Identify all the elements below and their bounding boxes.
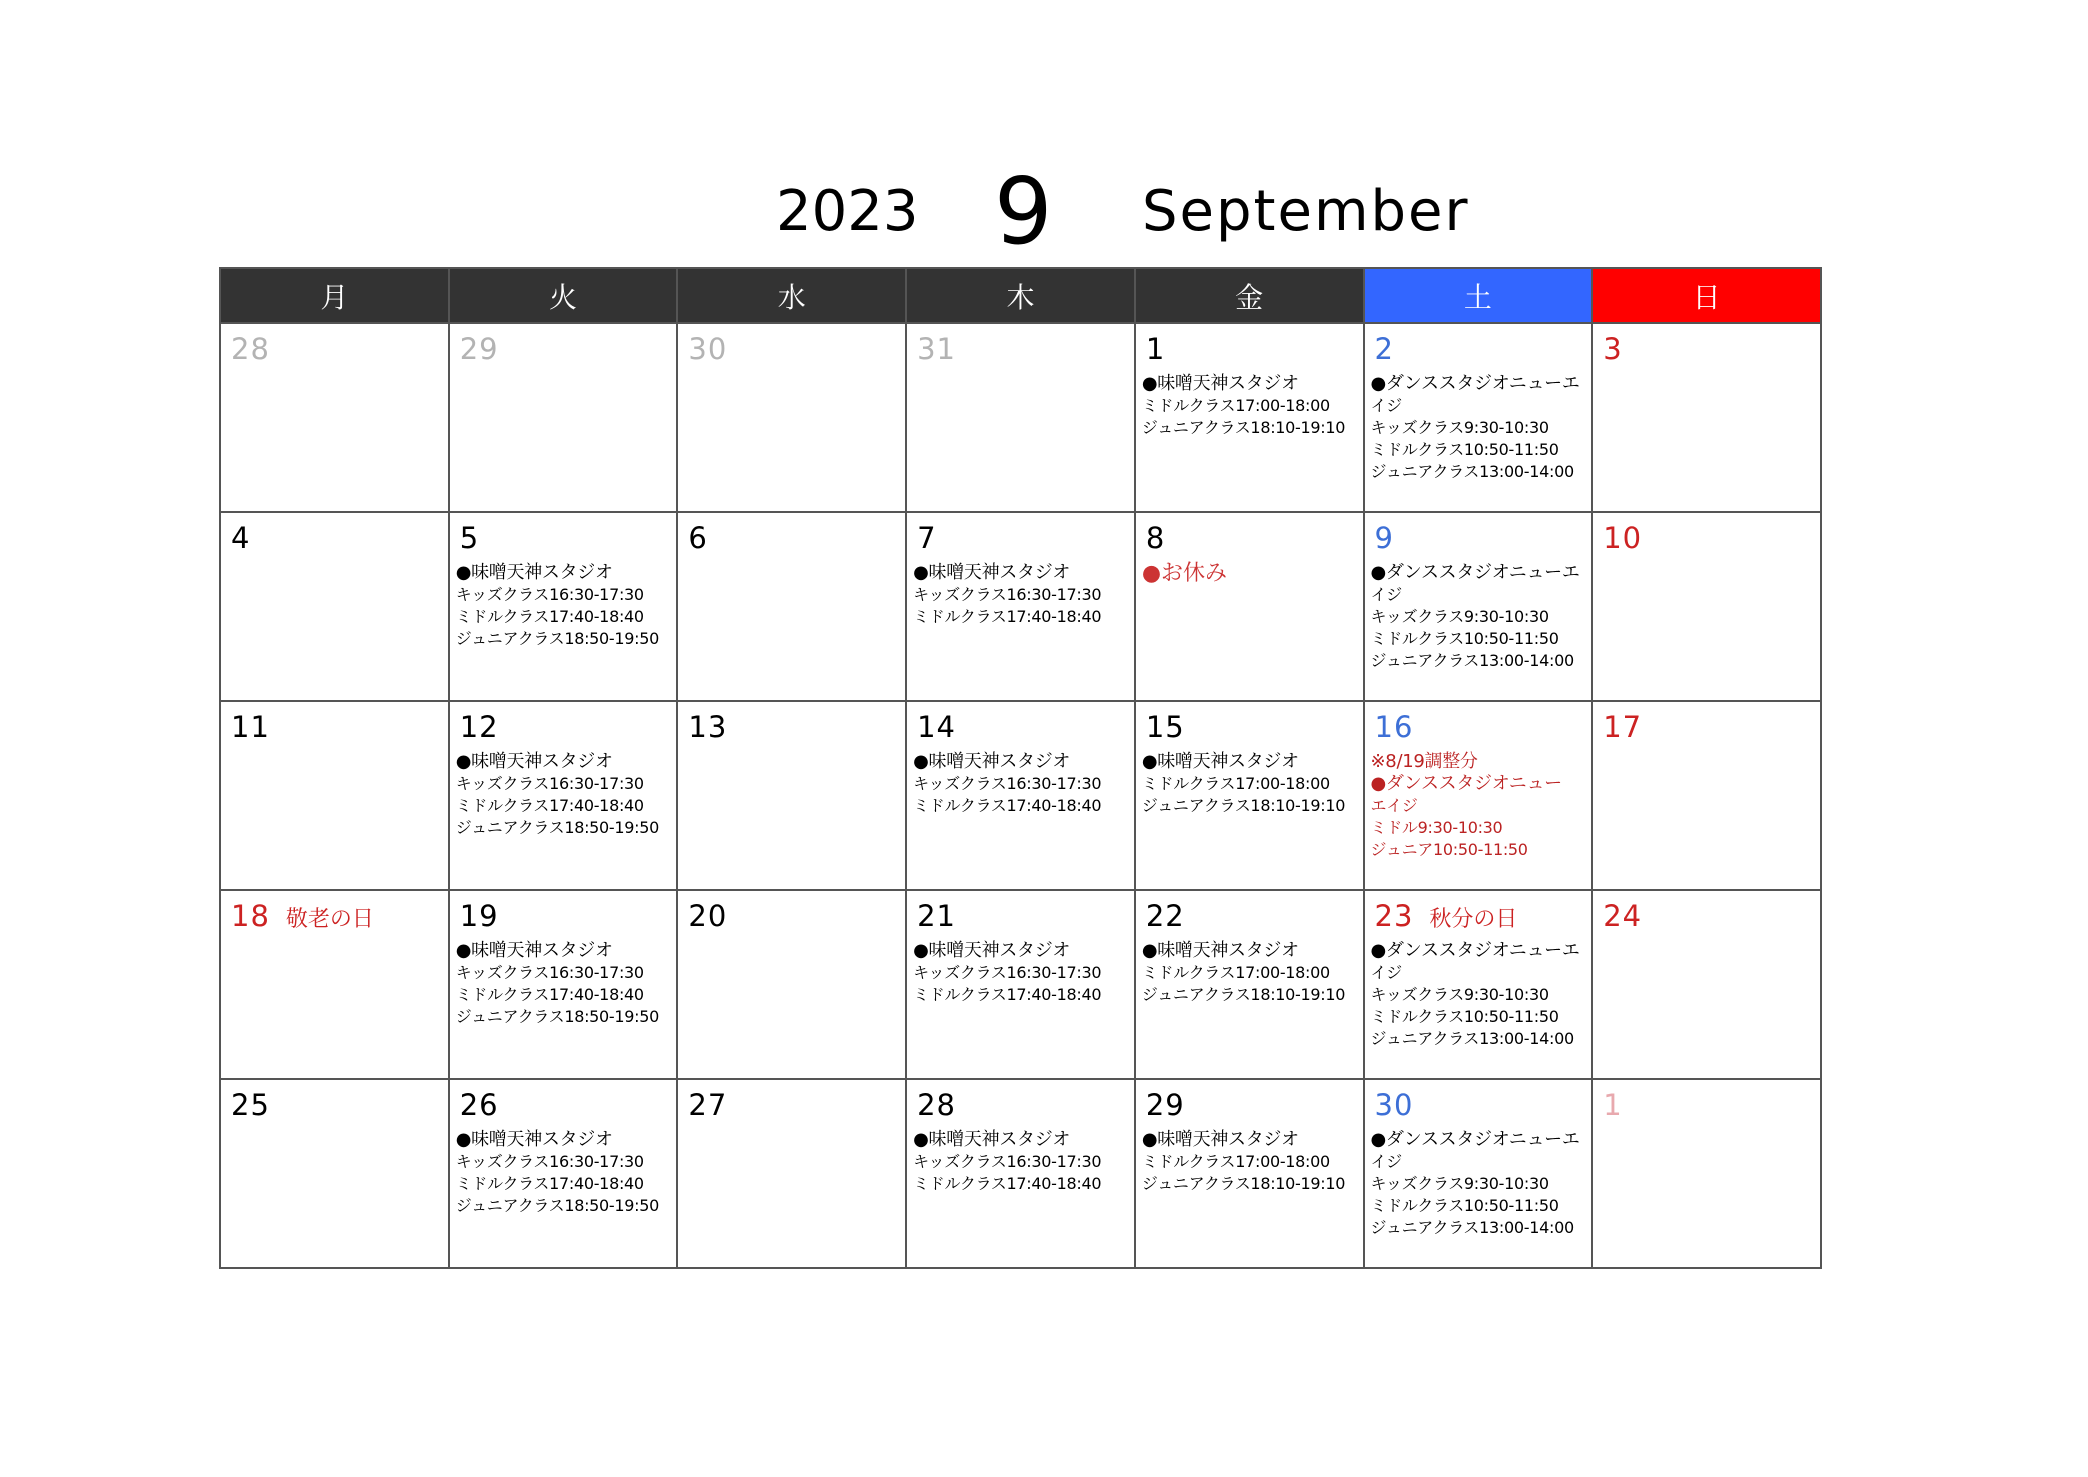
event-line: ミドルクラス17:40-18:40	[913, 796, 1102, 815]
day-header	[678, 702, 905, 748]
day-cell	[1592, 890, 1821, 1079]
weekday-thu: 木	[906, 268, 1135, 323]
event-list	[450, 559, 677, 650]
day-cell	[1364, 323, 1593, 512]
event-list	[1136, 370, 1363, 439]
day-cell	[677, 890, 906, 1079]
day-number: 29	[1145, 1088, 1185, 1122]
day-cell	[906, 701, 1135, 890]
month-number: 9	[994, 158, 1053, 265]
event-list	[450, 748, 677, 839]
day-cell	[677, 512, 906, 701]
day-cell	[1135, 512, 1364, 701]
day-number: 9	[1374, 521, 1394, 555]
day-header	[907, 513, 1134, 559]
event-list	[1365, 748, 1592, 861]
day-number: 24	[1603, 899, 1643, 933]
event-line: ミドルクラス17:00-18:00	[1141, 774, 1330, 793]
day-header	[1136, 702, 1363, 748]
event-line: ジュニアクラス18:10-19:10	[1141, 985, 1346, 1004]
event-line: キッズクラス16:30-17:30	[913, 585, 1102, 604]
day-header	[678, 513, 905, 559]
event-line: キッズクラス16:30-17:30	[913, 963, 1102, 982]
event-line: ●味噌天神スタジオ	[913, 751, 1071, 772]
event-list	[907, 748, 1134, 817]
day-header	[450, 513, 677, 559]
event-list	[907, 559, 1134, 628]
day-number: 1	[1145, 332, 1166, 366]
day-cell	[1592, 512, 1821, 701]
day-header	[1365, 324, 1592, 370]
day-header	[450, 702, 677, 748]
event-line: イジ	[1370, 585, 1402, 604]
event-line: ミドルクラス17:40-18:40	[913, 1174, 1102, 1193]
day-header	[1593, 513, 1820, 559]
day-header	[678, 324, 905, 370]
day-cell	[220, 512, 449, 701]
event-line: ●味噌天神スタジオ	[1141, 373, 1299, 394]
day-number: 5	[459, 521, 480, 555]
calendar-body	[220, 323, 1821, 1268]
event-list	[1136, 748, 1363, 817]
event-line: イジ	[1370, 396, 1402, 415]
day-cell	[220, 323, 449, 512]
day-number: 22	[1145, 899, 1185, 933]
event-line: ●味噌天神スタジオ	[455, 1129, 613, 1150]
day-header	[1136, 513, 1363, 559]
closed-note: ●お休み	[1141, 561, 1228, 586]
event-line: ジュニアクラス18:10-19:10	[1141, 418, 1346, 437]
event-line: ミドルクラス17:40-18:40	[455, 796, 644, 815]
event-line: エイジ	[1370, 796, 1418, 815]
event-line: ●ダンススタジオニューエ	[1370, 1129, 1580, 1150]
day-header	[907, 1080, 1134, 1126]
day-header	[1136, 1080, 1363, 1126]
day-header	[450, 1080, 677, 1126]
weekday-header-row	[220, 268, 1821, 323]
weekday-sat: 土	[1364, 268, 1593, 323]
weekday-mon: 月	[220, 268, 449, 323]
day-header	[1365, 702, 1592, 748]
day-header	[1365, 513, 1592, 559]
event-line: ジュニアクラス18:50-19:50	[455, 818, 660, 837]
day-number: 25	[231, 1088, 270, 1122]
event-line: ジュニアクラス13:00-14:00	[1370, 1029, 1574, 1048]
event-line: ジュニアクラス18:50-19:50	[455, 1196, 660, 1215]
event-line: イジ	[1370, 963, 1402, 982]
day-number: 8	[1145, 521, 1166, 555]
event-line: ●味噌天神スタジオ	[1141, 1129, 1299, 1150]
day-number: 15	[1145, 710, 1185, 744]
event-line: ●ダンススタジオニューエ	[1370, 940, 1580, 961]
day-number: 28	[917, 1088, 957, 1122]
day-cell	[906, 323, 1135, 512]
day-header	[1365, 891, 1592, 937]
day-number: 14	[917, 710, 957, 744]
day-number: 19	[459, 899, 499, 933]
day-cell	[1135, 1079, 1364, 1268]
event-line: ●ダンススタジオニューエ	[1370, 562, 1580, 583]
day-cell	[677, 701, 906, 890]
weekday-wed: 水	[677, 268, 906, 323]
event-list	[907, 1126, 1134, 1195]
calendar-title	[0, 158, 2088, 265]
event-list	[1365, 559, 1592, 672]
event-list	[1365, 370, 1592, 483]
day-number: 28	[231, 332, 270, 366]
day-number: 29	[459, 332, 499, 366]
day-number: 23	[1374, 899, 1414, 933]
event-line: ジュニアクラス18:50-19:50	[455, 1007, 660, 1026]
event-line: ●味噌天神スタジオ	[1141, 751, 1299, 772]
event-line: ジュニアクラス18:10-19:10	[1141, 796, 1346, 815]
day-number: 16	[1374, 710, 1414, 744]
event-line: キッズクラス16:30-17:30	[913, 774, 1102, 793]
event-line: ●味噌天神スタジオ	[455, 751, 613, 772]
holiday-label: 敬老の日	[285, 907, 374, 932]
day-header	[450, 891, 677, 937]
day-number: 31	[917, 332, 957, 366]
day-header	[1136, 891, 1363, 937]
event-line: ミドルクラス17:00-18:00	[1141, 396, 1330, 415]
day-header	[1593, 1080, 1820, 1126]
day-header	[221, 702, 448, 748]
event-line: ●味噌天神スタジオ	[913, 562, 1071, 583]
event-line: ●味噌天神スタジオ	[913, 1129, 1071, 1150]
month-name: September	[1142, 179, 1470, 244]
event-list	[450, 937, 677, 1028]
day-cell	[906, 1079, 1135, 1268]
event-line: ●味噌天神スタジオ	[913, 940, 1071, 961]
day-cell	[1135, 890, 1364, 1079]
day-header	[907, 324, 1134, 370]
event-line: キッズクラス16:30-17:30	[455, 1152, 644, 1171]
event-line: ミドルクラス10:50-11:50	[1370, 440, 1559, 459]
event-line: ミドルクラス17:40-18:40	[455, 985, 644, 1004]
week-row	[220, 890, 1821, 1079]
day-number: 17	[1603, 710, 1643, 744]
event-line: ●味噌天神スタジオ	[1141, 940, 1299, 961]
event-line: ジュニア10:50-11:50	[1370, 840, 1528, 859]
event-line: キッズクラス9:30-10:30	[1370, 607, 1549, 626]
event-line: ジュニアクラス18:10-19:10	[1141, 1174, 1346, 1193]
event-line: キッズクラス16:30-17:30	[455, 774, 644, 793]
event-line: ミドル9:30-10:30	[1370, 818, 1503, 837]
event-line: ●ダンススタジオニュー	[1370, 773, 1562, 794]
day-number: 10	[1603, 521, 1643, 555]
day-number: 27	[688, 1088, 728, 1122]
day-header	[221, 513, 448, 559]
weekday-tue: 火	[449, 268, 678, 323]
day-number: 13	[688, 710, 728, 744]
day-number: 11	[231, 710, 270, 744]
weekday-sun: 日	[1592, 268, 1821, 323]
day-number: 30	[688, 332, 728, 366]
event-line: ミドルクラス17:40-18:40	[455, 1174, 644, 1193]
day-header	[907, 702, 1134, 748]
week-row	[220, 1079, 1821, 1268]
event-line: ミドルクラス17:40-18:40	[913, 985, 1102, 1004]
day-number: 21	[917, 899, 957, 933]
day-header	[221, 1080, 448, 1126]
day-cell	[1135, 701, 1364, 890]
day-header	[1593, 324, 1820, 370]
day-number: 30	[1374, 1088, 1414, 1122]
event-line: ミドルクラス10:50-11:50	[1370, 629, 1559, 648]
event-line: ミドルクラス17:40-18:40	[455, 607, 644, 626]
day-number: 18	[231, 899, 270, 933]
event-line: ●ダンススタジオニューエ	[1370, 373, 1580, 394]
week-row	[220, 323, 1821, 512]
day-cell	[1364, 890, 1593, 1079]
event-line: ミドルクラス10:50-11:50	[1370, 1196, 1559, 1215]
day-cell	[449, 323, 678, 512]
day-cell	[677, 1079, 906, 1268]
event-line: ミドルクラス17:40-18:40	[913, 607, 1102, 626]
day-header	[1136, 324, 1363, 370]
day-cell	[906, 512, 1135, 701]
event-line: キッズクラス16:30-17:30	[455, 963, 644, 982]
day-cell	[220, 701, 449, 890]
day-header	[678, 891, 905, 937]
week-row	[220, 701, 1821, 890]
day-cell	[1364, 512, 1593, 701]
day-cell	[906, 890, 1135, 1079]
event-line: キッズクラス9:30-10:30	[1370, 985, 1549, 1004]
day-header	[221, 891, 448, 937]
day-header	[1365, 1080, 1592, 1126]
event-list	[1365, 1126, 1592, 1239]
day-number: 6	[688, 521, 708, 555]
day-header	[678, 1080, 905, 1126]
day-header	[907, 891, 1134, 937]
week-row	[220, 512, 1821, 701]
day-header	[1593, 891, 1820, 937]
day-number: 7	[917, 521, 937, 555]
day-header	[1593, 702, 1820, 748]
day-number: 1	[1603, 1088, 1623, 1122]
calendar-grid	[219, 267, 1822, 1269]
event-list	[450, 1126, 677, 1217]
event-line: ミドルクラス10:50-11:50	[1370, 1007, 1559, 1026]
day-cell	[1135, 323, 1364, 512]
event-line: ミドルクラス17:00-18:00	[1141, 1152, 1330, 1171]
event-line: イジ	[1370, 1152, 1402, 1171]
day-cell	[1592, 323, 1821, 512]
event-list	[1365, 937, 1592, 1050]
day-number: 26	[459, 1088, 499, 1122]
day-header	[450, 324, 677, 370]
day-number: 12	[459, 710, 499, 744]
event-line: ジュニアクラス13:00-14:00	[1370, 651, 1574, 670]
event-line: ジュニアクラス18:50-19:50	[455, 629, 660, 648]
event-line: キッズクラス16:30-17:30	[455, 585, 644, 604]
day-cell	[449, 701, 678, 890]
day-number: 20	[688, 899, 728, 933]
day-header	[221, 324, 448, 370]
event-line: ※8/19調整分	[1370, 751, 1478, 772]
event-list	[1136, 1126, 1363, 1195]
day-number: 2	[1374, 332, 1394, 366]
event-list	[1136, 937, 1363, 1006]
day-cell	[220, 1079, 449, 1268]
day-cell	[1592, 1079, 1821, 1268]
event-line: ミドルクラス17:00-18:00	[1141, 963, 1330, 982]
year-label: 2023	[776, 179, 919, 244]
day-number: 4	[231, 521, 251, 555]
event-line: ●味噌天神スタジオ	[455, 562, 613, 583]
holiday-label: 秋分の日	[1429, 907, 1518, 932]
day-cell	[220, 890, 449, 1079]
day-cell	[1364, 1079, 1593, 1268]
event-line: キッズクラス9:30-10:30	[1370, 418, 1549, 437]
event-line: ジュニアクラス13:00-14:00	[1370, 462, 1574, 481]
day-cell	[449, 890, 678, 1079]
day-cell	[449, 1079, 678, 1268]
day-cell	[1364, 701, 1593, 890]
event-line: キッズクラス9:30-10:30	[1370, 1174, 1549, 1193]
day-cell	[1592, 701, 1821, 890]
event-list	[907, 937, 1134, 1006]
event-line: キッズクラス16:30-17:30	[913, 1152, 1102, 1171]
event-line: ●味噌天神スタジオ	[455, 940, 613, 961]
day-cell	[677, 323, 906, 512]
weekday-fri: 金	[1135, 268, 1364, 323]
event-line: ジュニアクラス13:00-14:00	[1370, 1218, 1574, 1237]
day-number: 3	[1603, 332, 1623, 366]
day-cell	[449, 512, 678, 701]
